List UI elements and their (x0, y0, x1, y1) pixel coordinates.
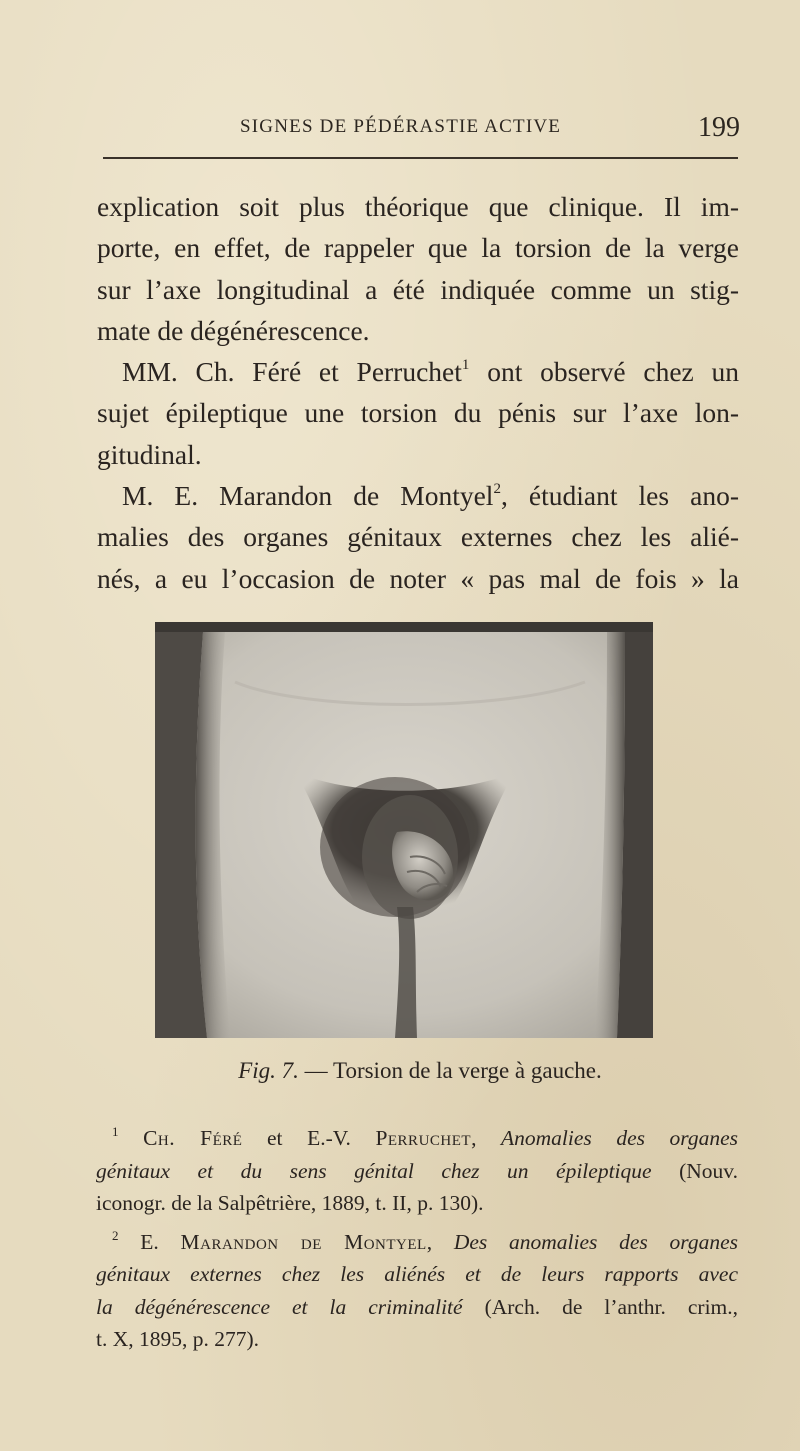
author-name: Marandon (180, 1229, 279, 1254)
footnote-line (96, 1155, 738, 1188)
footnote-line (96, 1291, 738, 1324)
footnote-line: iconogr. de la Salpêtrière, 1889, t. II, p. 130). (96, 1191, 484, 1215)
publication: (Nouv. (679, 1158, 739, 1183)
figure-label: Fig. 7. (238, 1058, 299, 1083)
header-rule (103, 157, 738, 159)
text-segment: MM. Ch. Féré et Perruchet (122, 356, 462, 388)
footnote-line (96, 1122, 738, 1155)
footnote-line: génitaux externes chez les aliénés et de leurs rapports avec (96, 1262, 738, 1286)
page-header (100, 112, 740, 146)
text-line: nés, a eu l’occasion de noter « pas mal de fois » la (97, 562, 739, 594)
text-line: porte, en effet, de rappeler que la torsion de la verge (97, 232, 739, 264)
footnote-ref-1: 1 (461, 357, 470, 374)
footnote-text: Ch. Féré et E.-V. Perruchet, Anomalies des organes (143, 1126, 739, 1150)
footnote-2 (96, 1226, 738, 1356)
text-segment: E. (140, 1229, 181, 1254)
work-title: Anomalies des organes (501, 1126, 739, 1150)
footnote-line: t. X, 1895, p. 277). (96, 1327, 260, 1351)
footnote-text: E. Marandon de Montyel, Des anomalies des organes (140, 1229, 739, 1254)
text-segment: de (278, 1229, 345, 1254)
text-line: explication soit plus théorique que clinique. Il im- (97, 191, 739, 222)
text-segment: ont observé chez un (487, 356, 740, 388)
text-line: gitudinal. (97, 438, 202, 470)
author-name: Perruchet (375, 1126, 472, 1150)
footnotes (96, 1122, 738, 1356)
footnote-marker: 1 (112, 1124, 119, 1139)
figure-caption (100, 1058, 740, 1084)
text-segment: et E.-V. (242, 1126, 376, 1150)
work-title: la dégénérescence et la criminalité (96, 1294, 463, 1319)
text-line (97, 475, 739, 516)
work-title: génitaux et du sens génital chez un épileptique (96, 1158, 652, 1183)
footnote-marker: 2 (112, 1227, 119, 1243)
text-segment: , étudiant les ano- (500, 480, 740, 512)
text-segment: M. E. Marandon de Montyel (122, 480, 494, 512)
footnote-line (96, 1226, 738, 1259)
figure-photograph (155, 622, 653, 1038)
text-line: sur l’axe longitudinal a été indiquée comme un stig- (97, 273, 739, 305)
text-line: mate de dégénérescence. (97, 314, 370, 346)
running-title: SIGNES DE PÉDÉRASTIE ACTIVE (240, 116, 562, 137)
figure-caption-text: — Torsion de la verge à gauche. (304, 1058, 602, 1083)
publication: (Arch. de l’anthr. crim., (484, 1294, 739, 1319)
author-name: Montyel (344, 1229, 427, 1254)
page-number: 199 (698, 112, 740, 143)
text-line (97, 351, 739, 392)
body-text (97, 186, 739, 599)
author-name: Ch. Féré (143, 1126, 243, 1150)
text-line: malies des organes génitaux externes chez les alié- (97, 521, 739, 553)
text-line: sujet épileptique une torsion du pénis sur l’axe lon- (97, 397, 739, 429)
footnote-ref-2: 2 (493, 481, 501, 498)
photograph-image (155, 622, 653, 1038)
footnote-1 (96, 1122, 738, 1220)
work-title: Des anomalies des organes (453, 1229, 739, 1254)
